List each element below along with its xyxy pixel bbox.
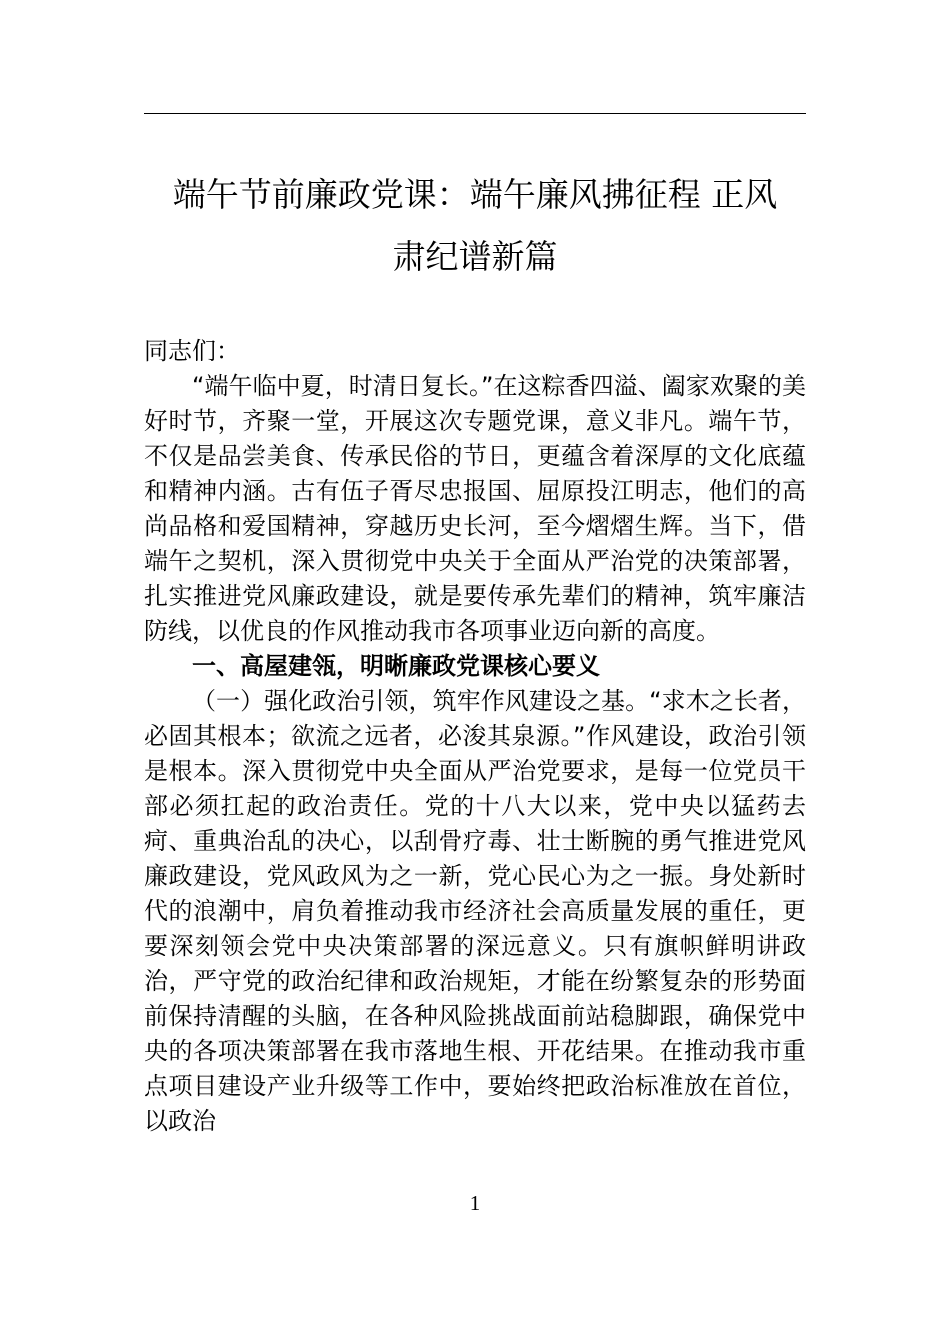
document-body	[144, 334, 806, 1139]
section-heading: 一、高屋建瓴，明晰廉政党课核心要义	[192, 652, 600, 680]
document-title	[144, 164, 806, 288]
salutation: 同志们：	[144, 337, 240, 365]
intro-paragraph: “端午临中夏，时清日复长。”在这粽香四溢、阖家欢聚的美好时节，齐聚一堂，开展这次专题党课，意义非凡。端午节，不仅是品尝美食、传承民俗的节日，更蕴含着深厚的文化底蕴和精神内涵。古有伍子胥尽忠报国、屈原投江明志，他们的高尚品格和爱国精神，穿越历史长河，至今熠熠生辉。当下，借端午之契机，深入贯彻党中央关于全面从严治党的决策部署，扎实推进党风廉政建设，就是要传承先辈们的精神，筑牢廉洁防线，以优良的作风推动我市各项事业迈向新的高度。	[144, 372, 806, 645]
header-rule	[144, 113, 806, 114]
page-number: 1	[469, 1191, 481, 1215]
subsection-paragraph: （一）强化政治引领，筑牢作风建设之基。“求木之长者，必固其根本；欲流之远者，必浚其泉源。”作风建设，政治引领是根本。深入贯彻党中央全面从严治党要求，是每一位党员干部必须扛起的政治责任。党的十八大以来，党中央以猛药去疴、重典治乱的决心，以刮骨疗毒、壮士断腕的勇气推进党风廉政建设，党风政风为之一新，党心民心为之一振。身处新时代的浪潮中，肩负着推动我市经济社会高质量发展的重任，更要深刻领会党中央决策部署的深远意义。只有旗帜鲜明讲政治，严守党的政治纪律和政治规矩，才能在纷繁复杂的形势面前保持清醒的头脑，在各种风险挑战面前站稳脚跟，确保党中央的各项决策部署在我市落地生根、开花结果。在推动我市重点项目建设产业升级等工作中，要始终把政治标准放在首位，以政治	[144, 687, 806, 1135]
document-title-line-2: 肃纪谱新篇	[392, 237, 558, 276]
document-title-line-1: 端午节前廉政党课：端午廉风拂征程 正风	[172, 175, 778, 214]
